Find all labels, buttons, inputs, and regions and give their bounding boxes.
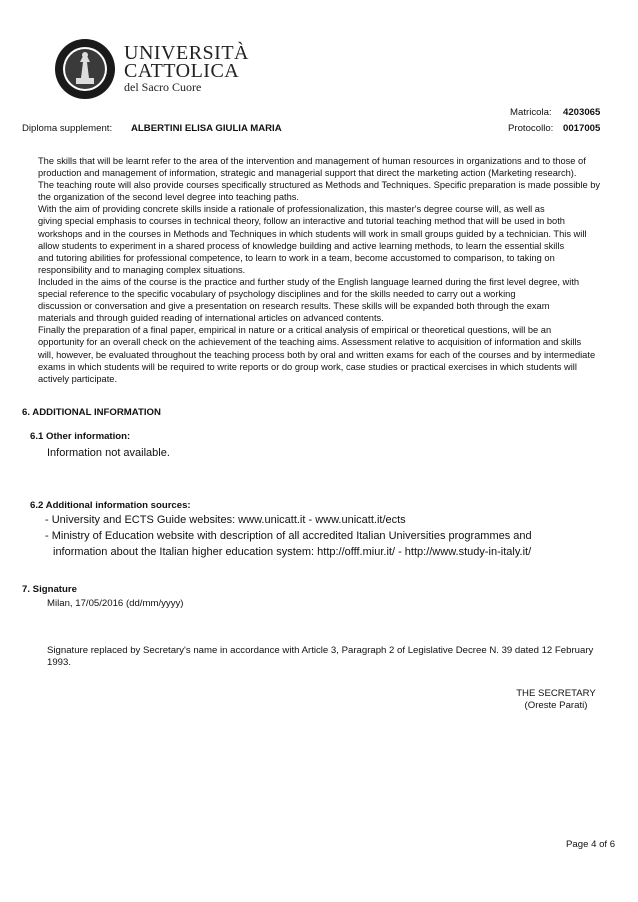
protocollo-value: 0017005 [563,123,601,134]
section7-title: 7. Signature [22,584,77,595]
body-line: Included in the aims of the course is the practice and further study of the English language learned during the first level degree, with [38,276,580,287]
body-line: opportunity for an overall check on the achievement of the teaching aims. Assessment relative to acquisition of information and skills [38,337,582,348]
university-seal-icon [54,38,116,100]
secretary-name: (Oreste Parati) [524,700,588,711]
signature-note-line2: 1993. [47,657,72,668]
section6-2-title: 6.2 Additional information sources: [30,500,191,511]
body-line: Finally the preparation of a final paper, empirical in nature or a critical analysis of empirical or theoretical questions, will be an [38,325,552,336]
section6-2-item2-line1: - Ministry of Education website with description of all accredited Italian Universities programmes and [45,530,532,542]
wordmark-line1: UNIVERSITÀ [124,42,249,64]
signature-note-line1: Signature replaced by Secretary's name in accordance with Article 3, Paragraph 2 of Legislative Decree N. 39 dated 12 February [47,645,594,656]
secretary-title: THE SECRETARY [516,688,596,699]
page-number: Page 4 of 6 [566,839,616,850]
matricola-label: Matricola: [510,107,552,118]
wordmark-line2: CATTOLICA [124,60,240,82]
protocollo-label: Protocollo: [508,123,554,134]
university-wordmark [124,44,249,94]
course-description [38,155,623,385]
section6-2-item1: - University and ECTS Guide websites: www.unicatt.it - www.unicatt.it/ects [45,514,406,526]
body-line: allow students to experiment in a shared process of knowledge building and active learning methods, to learn the essential skills [38,240,565,251]
body-line: The teaching route will also provide courses specifically structured as Methods and Techniques. Specific preparation is made possible by [38,180,601,191]
body-line: actively participate. [38,373,118,384]
university-logo [54,38,249,100]
section6-title: 6. ADDITIONAL INFORMATION [22,407,161,418]
body-line: exams in which students will be required to write reports or do group work, case studies or practical exercises in which students will [38,361,577,372]
section6-1-text: Information not available. [47,447,170,459]
body-line: materials and through guided reading of international articles on advanced contents. [38,313,384,324]
diploma-label: Diploma supplement: [22,123,113,134]
body-line: workshops and in the courses in Methods and Techniques in which students will work in small groups guided by a technician. This will [38,228,587,239]
body-line: production and management of information, strategic and managerial support that direct the marketing action (Marketing research). [38,168,577,179]
student-name: ALBERTINI ELISA GIULIA MARIA [131,123,282,134]
body-line: discussion or conversation and give a presentation on research results. These skills will be expanded both through the exam [38,301,550,312]
wordmark-line3: del Sacro Cuore [124,80,202,94]
body-line: The skills that will be learnt refer to the area of the intervention and management of human resources in organizations and to those of [38,156,586,166]
body-line: special reference to the specific vocabulary of psychology disciplines and for the skills needed to carry out a working [38,289,516,300]
section6-1-title: 6.1 Other information: [30,431,131,442]
body-line: will, however, be evaluated throughout the teaching process both by oral and written exams for each of the courses and by intermediate [38,349,596,360]
matricola-value: 4203065 [563,107,601,118]
body-line: giving special emphasis to courses in technical theory, follow an interactive and tutorial teaching method that will be used in both [38,216,565,227]
body-line: and tutoring abilities for professional competence, to learn to work in a team, become accustomed to comparison, to taking on [38,252,555,263]
signature-place-date: Milan, 17/05/2016 (dd/mm/yyyy) [47,598,184,609]
section6-2-item2-line2: information about the Italian higher education system: http://offf.miur.it/ - http://www.study-in-italy.it/ [53,546,532,558]
body-line: With the aim of providing concrete skills inside a rationale of professionalization, this master's degree course will, as well as [38,204,545,215]
body-line: the organization of the second level degree into teaching paths. [38,192,300,203]
body-line: responsibility and to managing complex situations. [38,264,246,275]
